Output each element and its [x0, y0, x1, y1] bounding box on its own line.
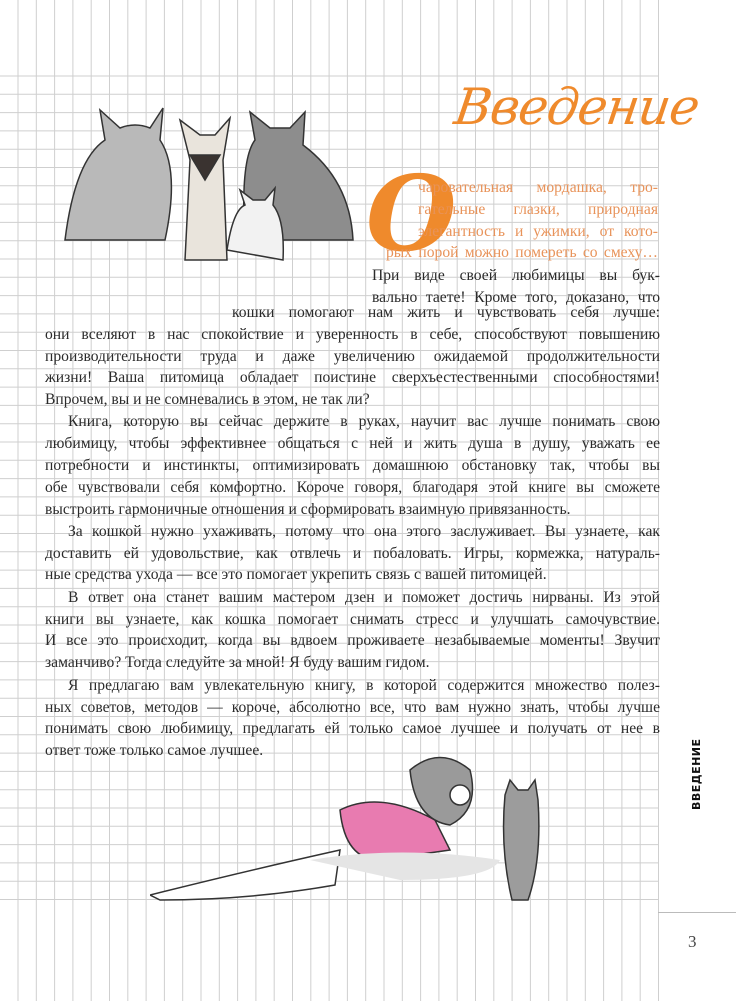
body-line: любимицу, чтобы эффективнее общаться с ней и жить душа в душу, уважать ее — [45, 435, 660, 452]
body-line: производительности труда и даже увеличению ожидаемой продолжительности — [45, 348, 660, 365]
girl-with-cat-illustration — [150, 750, 550, 920]
body-line: кошки помогают нам жить и чувствовать себя лучше: — [232, 304, 660, 321]
body-line: потребности и инстинкты, оптимизировать домашнюю обстановку так, чтобы вы — [45, 457, 660, 474]
body-line: заманчиво? Тогда следуйте за мной! Я буду вашим гидом. — [45, 654, 430, 671]
section-side-tab: ВВЕДЕНИЕ — [690, 738, 703, 810]
body-line: Впрочем, вы и не сомневались в этом, не так ли? — [45, 391, 370, 408]
chapter-heading: Введение — [450, 78, 703, 136]
drop-cap: О — [366, 152, 457, 275]
body-line: За кошкой нужно ухаживать, потому что она этого заслуживает. Вы узнаете, как — [68, 523, 660, 540]
intro-line: элегантность и ужимки, от кото- — [418, 223, 658, 240]
body-line: они вселяют в нас спокойствие и уверенность в себе, способствуют повышению — [45, 326, 660, 343]
intro-line: чаровательная мордашка, тро- — [418, 179, 658, 196]
cats-illustration — [55, 100, 360, 275]
body-line: обе чувствовали себя комфортно. Короче говоря, благодаря этой книге вы сможете — [45, 479, 660, 496]
body-line: выстроить гармоничные отношения и сформировать взаимную привязанность. — [45, 501, 571, 518]
body-line: жизни! Ваша питомица обладает поистине сверхъестественными способностями! — [45, 369, 660, 386]
body-line: И все это происходит, когда вы вдвоем проживаете незабываемые моменты! Звучит — [45, 632, 660, 649]
body-line: понимать свою любимицу, предлагать ей только самое лучшее и получать от нее в — [45, 720, 660, 737]
body-line: доставить ей удовольствие, как отвлечь и побаловать. Игры, кормежка, натураль- — [45, 545, 660, 562]
footer-rule — [658, 912, 736, 913]
body-line: ответ тоже только самое лучшее. — [45, 742, 264, 759]
body-line: вально таете! Кроме того, доказано, что — [372, 289, 660, 306]
body-line: Книга, которую вы сейчас держите в руках, научит вас лучше понимать свою — [68, 413, 660, 430]
body-line: книги вы узнаете, как кошка помогает снимать стресс и улучшать самочувствие. — [45, 611, 660, 628]
page-number: 3 — [688, 932, 697, 951]
body-line: ных советов, методов — короче, абсолютно все, что вам нужно знать, чтобы лучше — [45, 699, 660, 716]
intro-line: гательные глазки, природная — [418, 201, 658, 218]
body-line: В ответ она станет вашим мастером дзен и поможет достичь нирваны. Из этой — [68, 589, 660, 606]
body-line: При виде своей любимицы вы бук- — [372, 267, 660, 284]
body-line: Я предлагаю вам увлекательную книгу, в которой содержится множество полез- — [68, 677, 660, 694]
intro-line: рых порой можно помереть со смеху… — [386, 244, 658, 261]
body-line: ные средства ухода — все это помогает укрепить связь с вашей питомицей. — [45, 566, 547, 583]
